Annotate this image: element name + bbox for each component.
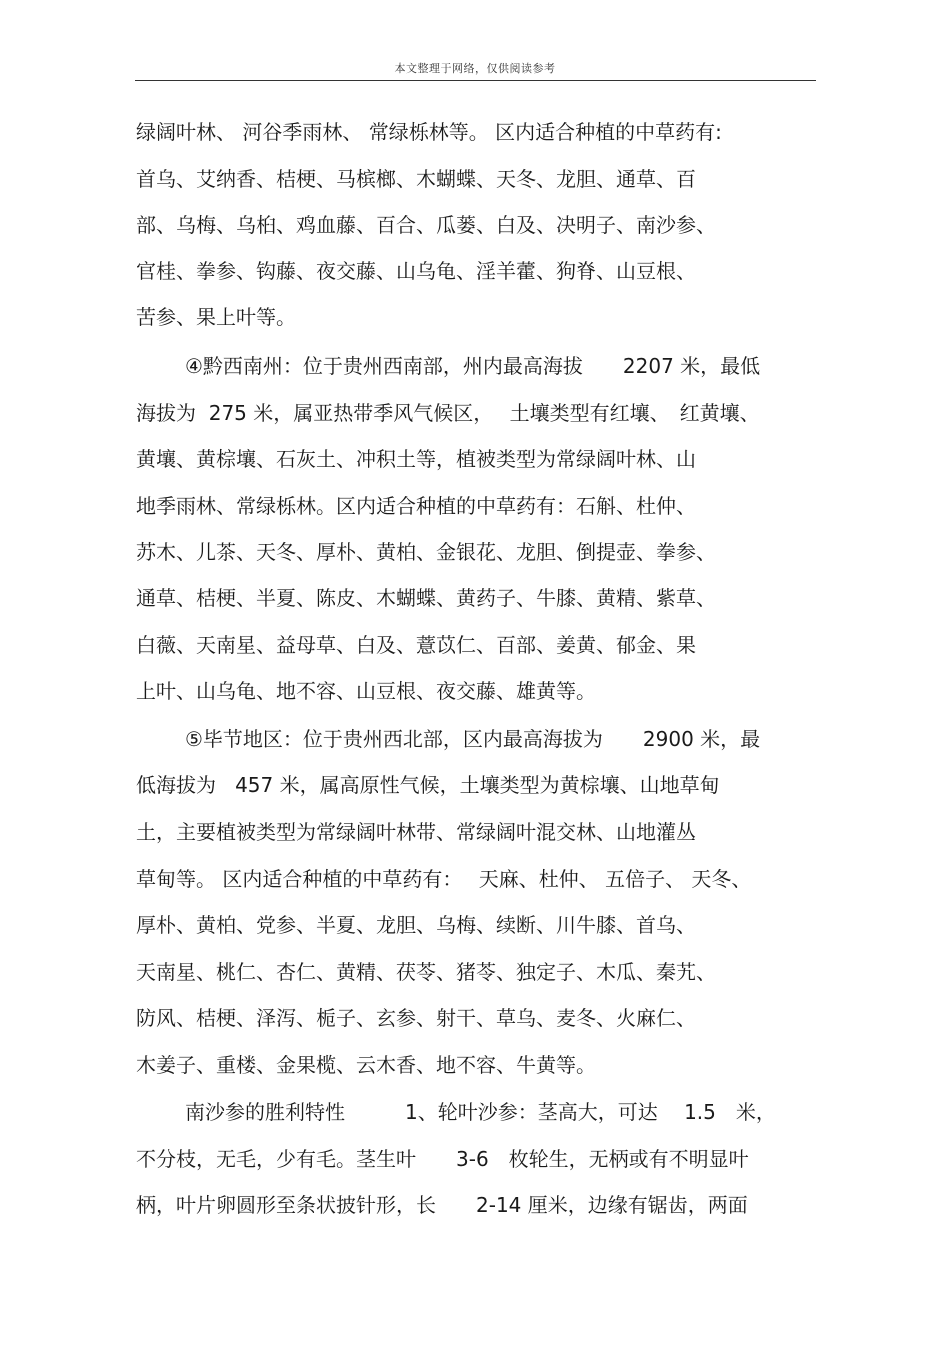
paragraph-start-line: ⑤毕节地区：位于贵州西北部，区内最高海拔为 2900 米，最 [185, 727, 761, 751]
text-line: 苦参、果上叶等。 [136, 305, 296, 329]
text-line: 防风、桔梗、泽泻、栀子、玄参、射干、草乌、麦冬、火麻仁、 [136, 1006, 696, 1030]
text-line: 不分枝，无毛，少有毛。茎生叶 3-6 枚轮生，无柄或有不明显叶 [136, 1147, 749, 1171]
text-line: 通草、桔梗、半夏、陈皮、木蝴蝶、黄药子、牛膝、黄精、紫草、 [136, 586, 716, 610]
text-line: 厚朴、黄柏、党参、半夏、龙胆、乌梅、续断、川牛膝、首乌、 [136, 913, 696, 937]
text-line: 白薇、天南星、益母草、白及、薏苡仁、百部、姜黄、郁金、果 [136, 633, 696, 657]
text-line: 官桂、拳参、钩藤、夜交藤、山乌龟、淫羊藿、狗脊、山豆根、 [136, 259, 696, 283]
text-line: 土，主要植被类型为常绿阔叶林带、常绿阔叶混交林、山地灌丛 [136, 820, 696, 844]
paragraph-start-line: 南沙参的胜利特性 1、轮叶沙参：茎高大，可达 1.5 米， [185, 1100, 776, 1124]
text-line: 草甸等。 区内适合种植的中草药有： 天麻、杜仲、 五倍子、 天冬、 [136, 867, 752, 891]
text-line: 绿阔叶林、 河谷季雨林、 常绿栎林等。 区内适合种植的中草药有: [136, 120, 722, 144]
text-line: 天南星、桃仁、杏仁、黄精、茯苓、猪苓、独定子、木瓜、秦艽、 [136, 960, 716, 984]
page-header: 本文整理于网络，仅供阅读参考 [394, 62, 556, 75]
text-line: 上叶、山乌龟、地不容、山豆根、夜交藤、雄黄等。 [136, 679, 596, 703]
text-line: 低海拔为 457 米，属高原性气候，土壤类型为黄棕壤、山地草甸 [136, 773, 720, 797]
text-line: 地季雨林、常绿栎林。区内适合种植的中草药有：石斛、杜仲、 [136, 494, 696, 518]
paragraph-start-line: ④黔西南州：位于贵州西南部，州内最高海拔 2207 米，最低 [185, 354, 761, 378]
text-line: 海拔为 275 米，属亚热带季风气候区， 土壤类型有红壤、 红黄壤、 [136, 401, 760, 425]
text-line: 柄，叶片卵圆形至条状披针形，长 2-14 厘米，边缘有锯齿，两面 [136, 1193, 748, 1217]
text-line: 首乌、艾纳香、桔梗、马槟榔、木蝴蝶、天冬、龙胆、通草、百 [136, 167, 696, 191]
text-line: 黄壤、黄棕壤、石灰土、冲积土等，植被类型为常绿阔叶林、山 [136, 447, 696, 471]
text-line: 部、乌梅、乌桕、鸡血藤、百合、瓜蒌、白及、决明子、南沙参、 [136, 213, 716, 237]
header-divider [135, 80, 816, 81]
text-line: 木姜子、重楼、金果榄、云木香、地不容、牛黄等。 [136, 1053, 596, 1077]
text-line: 苏木、儿茶、天冬、厚朴、黄柏、金银花、龙胆、倒提壶、拳参、 [136, 540, 716, 564]
